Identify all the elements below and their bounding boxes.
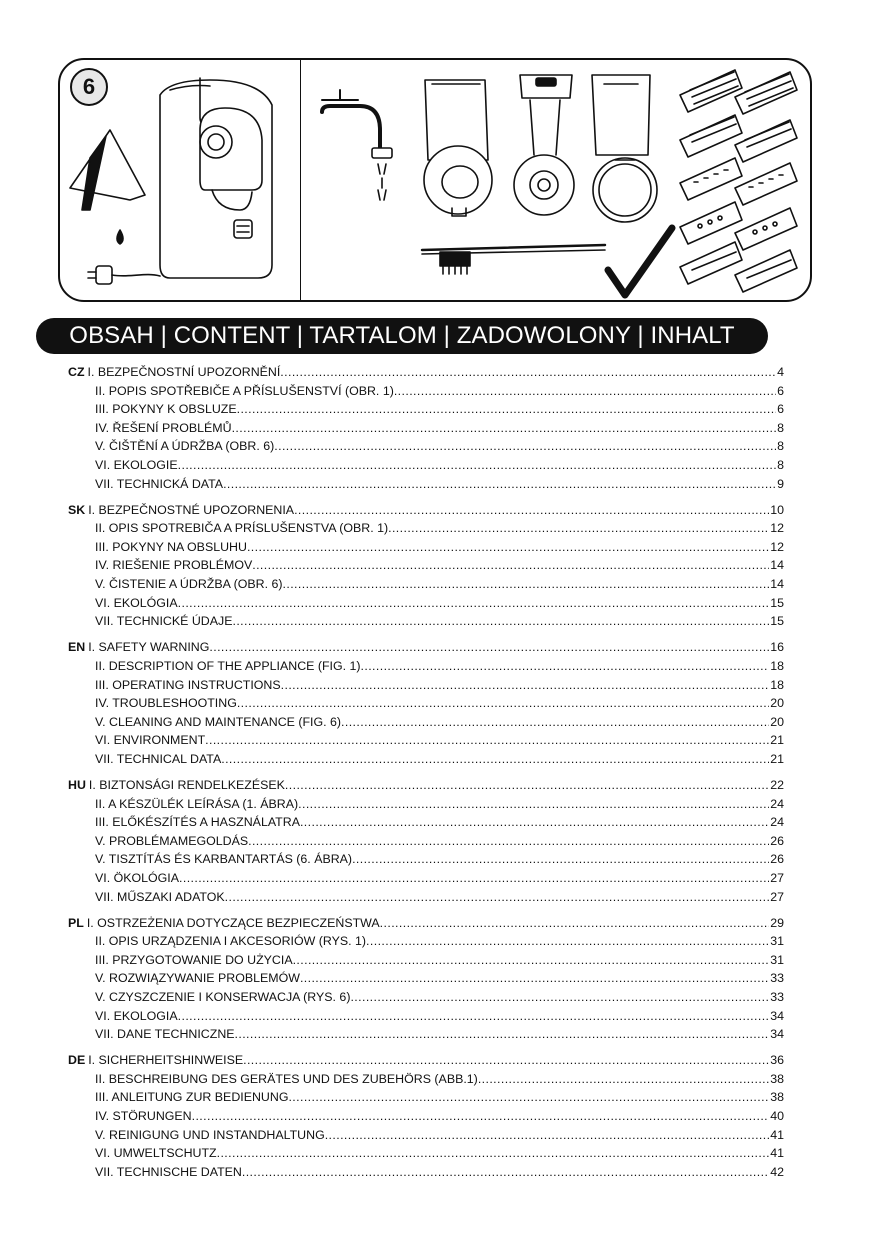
toc-entry-title: VII. TECHNICKÉ ÚDAJE <box>95 614 233 629</box>
dot-leader <box>223 475 776 494</box>
toc-entry-title: V. CLEANING AND MAINTENANCE (FIG. 6) <box>95 714 342 729</box>
toc-entry-title: II. DESCRIPTION OF THE APPLIANCE (FIG. 1) <box>95 658 361 673</box>
toc-entry-title: III. ELŐKÉSZÍTÉS A HASZNÁLATRA <box>95 815 300 830</box>
toc-entry-title: I. SAFETY WARNING <box>88 640 210 655</box>
grater-cone-drawing <box>424 80 492 216</box>
toc-page-number: 34 <box>770 1027 784 1042</box>
dot-leader <box>394 382 776 401</box>
toc-page-number: 21 <box>770 751 784 766</box>
dot-leader <box>243 1051 769 1070</box>
contents-title-banner: OBSAH | CONTENT | TARTALOM | ZADOWOLONY | INHALT <box>36 318 768 354</box>
cloth-icon <box>70 130 145 244</box>
toc-entry[interactable] <box>68 612 784 631</box>
toc-entry-title: VII. MŰSZAKI ADATOK <box>95 889 225 904</box>
toc-page-number: 12 <box>770 539 784 554</box>
toc-entry[interactable] <box>68 638 784 657</box>
toc-page-number: 18 <box>770 658 784 673</box>
toc-page-number: 34 <box>770 1008 784 1023</box>
toc-entry[interactable] <box>68 1025 784 1044</box>
dot-leader <box>192 1107 770 1126</box>
dot-leader <box>274 437 776 456</box>
dot-leader <box>294 501 769 520</box>
table-of-contents <box>68 363 784 1189</box>
toc-entry-title: VII. TECHNISCHE DATEN <box>95 1164 242 1179</box>
toc-entry-title: I. BEZPEČNOSTNÍ UPOZORNĚNÍ <box>87 365 281 379</box>
dot-leader <box>178 1007 770 1026</box>
toc-page-number: 24 <box>770 815 784 830</box>
toc-entry-title: VII. TECHNICAL DATA <box>95 751 222 766</box>
toc-page-number: 42 <box>770 1164 784 1179</box>
toc-entry[interactable] <box>68 750 784 769</box>
toc-page-number: 38 <box>770 1090 784 1105</box>
toc-entry[interactable] <box>68 556 784 575</box>
toc-entry-title: VI. UMWELTSCHUTZ <box>95 1146 217 1161</box>
dot-leader <box>205 731 769 750</box>
toc-entry-title: II. BESCHREIBUNG DES GERÄTES UND DES ZUBEHÖRS (ABB.1) <box>95 1071 478 1086</box>
toc-section-hu <box>68 776 784 906</box>
toc-entry-title: IV. TROUBLESHOOTING <box>95 696 237 711</box>
toc-entry[interactable] <box>68 519 784 538</box>
toc-entry-title: VI. ÖKOLÓGIA <box>95 870 180 885</box>
dot-leader <box>221 750 769 769</box>
toc-entry-title: II. POPIS SPOTŘEBIČE A PŘÍSLUŠENSTVÍ (OBR. 1) <box>95 383 394 398</box>
toc-entry[interactable] <box>68 969 784 988</box>
toc-page-number: 6 <box>777 402 784 417</box>
toc-page-number: 26 <box>770 852 784 867</box>
toc-section-de <box>68 1051 784 1181</box>
toc-entry-title: II. OPIS URZĄDZENIA I AKCESORIÓW (RYS. 1) <box>95 934 367 949</box>
toc-entry[interactable] <box>68 850 784 869</box>
toc-entry-title: I. OSTRZEŻENIA DOTYCZĄCE BEZPIECZEŃSTWA <box>86 915 380 930</box>
toc-entry-title: IV. ŘEŠENÍ PROBLÉMŮ <box>95 420 232 435</box>
toc-entry-title: IV. RIEŠENIE PROBLÉMOV <box>95 558 253 573</box>
dot-leader <box>341 713 769 732</box>
feed-tube-drawing <box>592 75 657 222</box>
language-code: HU <box>68 777 86 792</box>
toc-entry-title: V. TISZTÍTÁS ÉS KARBANTARTÁS (6. ÁBRA) <box>95 852 353 867</box>
toc-entry[interactable] <box>68 419 784 438</box>
dot-leader <box>300 813 769 832</box>
water-faucet-drawing <box>322 90 392 200</box>
toc-entry[interactable] <box>68 988 784 1007</box>
toc-page-number: 31 <box>770 934 784 949</box>
toc-page-number: 8 <box>777 439 784 454</box>
toc-entry[interactable] <box>68 501 784 520</box>
toc-entry[interactable] <box>68 1107 784 1126</box>
toc-page-number: 14 <box>770 558 784 573</box>
toc-entry[interactable] <box>68 813 784 832</box>
toc-entry-title: II. OPIS SPOTREBIČA A PRÍSLUŠENSTVA (OBR. 1) <box>95 521 389 536</box>
dot-leader <box>325 1126 769 1145</box>
toc-section-pl <box>68 914 784 1044</box>
toc-entry[interactable] <box>68 795 784 814</box>
toc-entry[interactable] <box>68 694 784 713</box>
checkmark-icon <box>608 228 672 295</box>
toc-entry-title: I. SICHERHEITSHINWEISE <box>88 1053 244 1068</box>
toc-entry-title: VI. EKOLÓGIA <box>95 595 178 610</box>
toc-page-number: 31 <box>770 952 784 967</box>
toc-entry[interactable] <box>68 1144 784 1163</box>
toc-entry-title: III. POKYNY K OBSLUZE <box>95 402 237 417</box>
toc-page-number: 36 <box>770 1053 784 1068</box>
dot-leader <box>478 1070 769 1089</box>
toc-entry[interactable] <box>68 1163 784 1182</box>
dot-leader <box>225 888 770 907</box>
toc-entry-title: VII. DANE TECHNICZNE <box>95 1027 235 1042</box>
language-code: PL <box>68 915 84 930</box>
toc-entry[interactable] <box>68 676 784 695</box>
toc-entry-title: V. CZYSZCZENIE I KONSERWACJA (RYS. 6) <box>95 990 351 1004</box>
toc-entry-title: I. BIZTONSÁGI RENDELKEZÉSEK <box>88 777 285 792</box>
language-code: CZ <box>68 365 85 379</box>
toc-page-number: 21 <box>770 733 784 748</box>
toc-entry-title: VI. EKOLOGIA <box>95 1008 178 1023</box>
dot-leader <box>237 694 769 713</box>
toc-page-number: 24 <box>770 796 784 811</box>
dot-leader <box>209 638 769 657</box>
dot-leader <box>179 869 769 888</box>
toc-entry-title: I. BEZPEČNOSTNÉ UPOZORNENIA <box>88 502 295 517</box>
toc-entry[interactable] <box>68 1051 784 1070</box>
toc-page-number: 26 <box>770 833 784 848</box>
dot-leader <box>300 969 769 988</box>
toc-entry[interactable] <box>68 594 784 613</box>
toc-entry[interactable] <box>68 382 784 401</box>
toc-page-number: 4 <box>777 365 784 379</box>
toc-entry-title: V. ROZWIĄZYWANIE PROBLEMÓW <box>95 971 300 986</box>
dot-leader <box>217 1144 770 1163</box>
toc-entry-title: III. PRZYGOTOWANIE DO UŻYCIA <box>95 952 293 967</box>
language-code: SK <box>68 502 86 517</box>
toc-page-number: 8 <box>777 457 784 472</box>
dot-leader <box>232 419 777 438</box>
dot-leader <box>352 850 769 869</box>
dot-leader <box>361 657 770 676</box>
power-plug-icon <box>88 266 160 284</box>
dot-leader <box>288 1088 769 1107</box>
toc-entry[interactable] <box>68 731 784 750</box>
toc-entry[interactable] <box>68 869 784 888</box>
dot-leader <box>247 538 769 557</box>
toc-entry[interactable] <box>68 1126 784 1145</box>
toc-page-number: 27 <box>770 889 784 904</box>
dot-leader <box>293 951 770 970</box>
toc-page-number: 29 <box>770 915 784 930</box>
dot-leader <box>280 363 776 382</box>
dot-leader <box>366 932 769 951</box>
toc-entry[interactable] <box>68 456 784 475</box>
toc-page-number: 15 <box>770 614 784 629</box>
toc-entry-title: VI. ENVIRONMENT <box>95 733 206 748</box>
toc-entry[interactable] <box>68 400 784 419</box>
grater-blades-drawing <box>680 70 797 292</box>
toc-page-number: 8 <box>777 420 784 435</box>
toc-entry[interactable] <box>68 888 784 907</box>
toc-page-number: 16 <box>770 640 784 655</box>
language-code: EN <box>68 640 86 655</box>
toc-entry-title: IV. STÖRUNGEN <box>95 1109 192 1124</box>
cleaning-figure <box>58 58 812 302</box>
dot-leader <box>281 676 770 695</box>
dot-leader <box>285 776 769 795</box>
toc-section-en <box>68 638 784 768</box>
toc-entry[interactable] <box>68 657 784 676</box>
dot-leader <box>242 1163 769 1182</box>
pusher-drawing <box>514 75 574 215</box>
toc-entry[interactable] <box>68 1070 784 1089</box>
toc-page-number: 9 <box>777 476 784 491</box>
toc-entry[interactable] <box>68 951 784 970</box>
toc-page-number: 6 <box>777 383 784 398</box>
toc-page-number: 27 <box>770 870 784 885</box>
toc-entry[interactable] <box>68 1007 784 1026</box>
toc-entry[interactable] <box>68 475 784 494</box>
dot-leader <box>380 914 770 933</box>
dot-leader <box>178 456 776 475</box>
dot-leader <box>248 832 769 851</box>
toc-entry[interactable] <box>68 713 784 732</box>
toc-page-number: 10 <box>770 502 784 517</box>
toc-page-number: 15 <box>770 595 784 610</box>
dot-leader <box>235 1025 770 1044</box>
toc-entry[interactable] <box>68 437 784 456</box>
toc-page-number: 12 <box>770 521 784 536</box>
toc-page-number: 38 <box>770 1071 784 1086</box>
dot-leader <box>283 575 770 594</box>
toc-entry[interactable] <box>68 914 784 933</box>
appliance-body-drawing <box>160 78 272 278</box>
toc-page-number: 33 <box>770 990 784 1004</box>
toc-entry-title: II. A KÉSZÜLÉK LEÍRÁSA (1. ÁBRA) <box>95 796 299 811</box>
toc-entry[interactable] <box>68 538 784 557</box>
toc-entry-title: VII. TECHNICKÁ DATA <box>95 476 224 491</box>
toc-page-number: 33 <box>770 971 784 986</box>
toc-entry-title: V. ČISTENIE A ÚDRŽBA (OBR. 6) <box>95 577 283 592</box>
toc-section-sk <box>68 501 784 631</box>
toc-page-number: 18 <box>770 677 784 692</box>
toc-entry-title: V. REINIGUNG UND INSTANDHALTUNG <box>95 1127 325 1142</box>
cleaning-brush-drawing <box>422 245 605 274</box>
toc-page-number: 20 <box>770 696 784 711</box>
toc-entry-title: III. OPERATING INSTRUCTIONS <box>95 677 281 692</box>
toc-page-number: 41 <box>770 1127 784 1142</box>
dot-leader <box>252 556 769 575</box>
dot-leader <box>298 795 769 814</box>
toc-section-cz <box>68 363 784 493</box>
dot-leader <box>232 612 769 631</box>
dot-leader <box>237 400 776 419</box>
toc-page-number: 40 <box>770 1109 784 1124</box>
toc-entry[interactable] <box>68 575 784 594</box>
toc-page-number: 41 <box>770 1146 784 1161</box>
toc-entry-title: V. PROBLÉMAMEGOLDÁS <box>95 833 249 848</box>
toc-entry[interactable] <box>68 776 784 795</box>
toc-page-number: 14 <box>770 577 784 592</box>
dot-leader <box>178 594 770 613</box>
toc-entry[interactable] <box>68 363 784 382</box>
toc-page-number: 22 <box>770 777 784 792</box>
toc-entry[interactable] <box>68 932 784 951</box>
dot-leader <box>350 988 769 1007</box>
dot-leader <box>388 519 769 538</box>
language-code: DE <box>68 1053 86 1068</box>
toc-entry-title: V. ČIŠTĚNÍ A ÚDRŽBA (OBR. 6) <box>95 439 275 454</box>
figure-number: 6 <box>70 68 108 106</box>
toc-entry[interactable] <box>68 832 784 851</box>
toc-entry-title: VI. EKOLOGIE <box>95 457 178 472</box>
toc-entry[interactable] <box>68 1088 784 1107</box>
toc-page-number: 20 <box>770 714 784 729</box>
toc-entry-title: III. POKYNY NA OBSLUHU <box>95 539 247 554</box>
toc-entry-title: III. ANLEITUNG ZUR BEDIENUNG <box>95 1090 289 1105</box>
